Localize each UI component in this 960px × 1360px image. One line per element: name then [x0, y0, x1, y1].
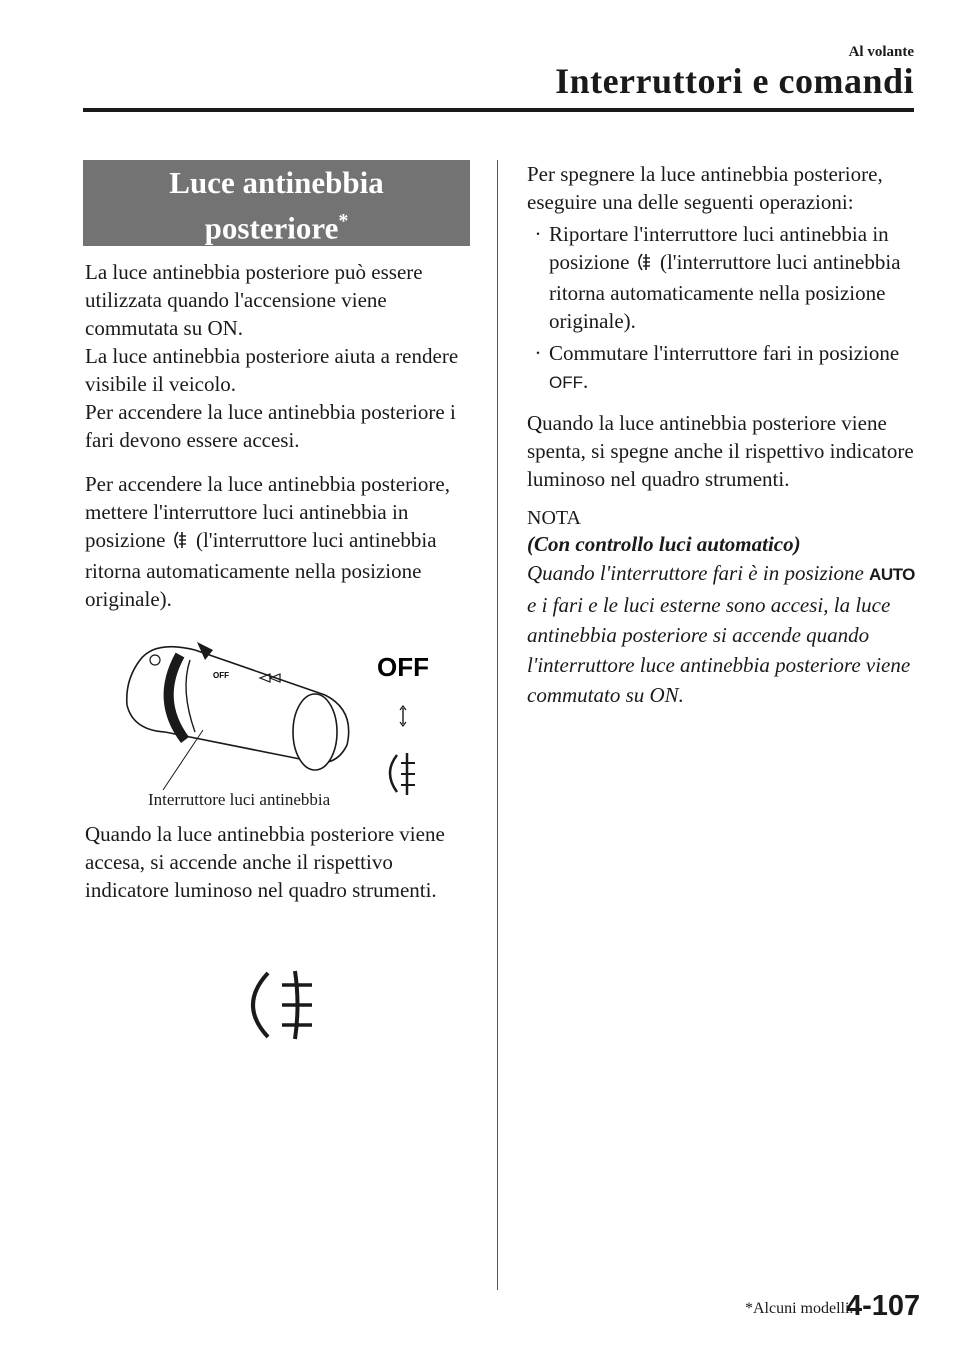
paragraph: La luce antinebbia posteriore può essere utilizzata quando l'accensione viene commutata su ON. — [85, 260, 423, 340]
list-item-text-a: Riportare l'interruttore luci antinebbia in posizione — [549, 222, 889, 274]
left-column — [85, 258, 480, 613]
list-item-text — [549, 339, 919, 397]
auto-label: AUTO — [869, 565, 915, 584]
list-item-text — [549, 220, 919, 335]
paragraph: Quando la luce antinebbia posteriore viene spenta, si spegne anche il rispettivo indicatore luminoso nel quadro strumenti. — [527, 411, 914, 491]
rear-fog-icon — [171, 529, 191, 557]
page-number: 4-107 — [846, 1290, 921, 1322]
bullet-dot: · — [534, 222, 542, 246]
left-column-lower — [85, 820, 480, 904]
footer-note: *Alcuni modelli. — [745, 1300, 854, 1317]
paragraph: Per spegnere la luce antinebbia posteriore, eseguire una delle seguenti operazioni: — [527, 162, 883, 214]
asterisk-mark: * — [338, 210, 349, 232]
list-item-text-a: Commutare l'interruttore fari in posizione — [549, 341, 900, 365]
section-title-line2-text: posteriore — [204, 210, 339, 246]
section-title-box — [83, 160, 470, 246]
list-item — [527, 220, 919, 335]
note-body — [527, 558, 919, 710]
list-item-text-end: . — [583, 369, 589, 393]
header-section: Al volante — [848, 44, 914, 60]
paragraph-fog-on — [85, 470, 480, 613]
right-column — [527, 160, 919, 710]
note-subheading: (Con controllo luci automatico) — [527, 532, 801, 556]
paragraph: La luce antinebbia posteriore aiuta a rendere visibile il veicolo. — [85, 344, 459, 396]
header-rule — [83, 108, 914, 112]
header-title: Interruttori e comandi — [555, 61, 914, 101]
paragraph: Per accendere la luce antinebbia posteriore i fari devono essere accesi. — [85, 400, 456, 452]
list-item — [527, 339, 919, 397]
paragraph-text: (l'interruttore luci antinebbia ritorna automaticamente nella posizione originale). — [85, 528, 437, 611]
column-divider — [497, 160, 498, 1290]
bullet-dot: · — [534, 341, 542, 365]
section-title-line2 — [83, 202, 470, 247]
figure-off-label: OFF — [377, 652, 429, 682]
paragraph-text: Per accendere la luce antinebbia posteriore, mettere l'interruttore luci antinebbia in posizione — [85, 472, 450, 552]
list-item-text-b: (l'interruttore luci antinebbia ritorna automaticamente nella posizione originale). — [549, 250, 901, 333]
note-text-a: Quando l'interruttore fari è in posizione — [527, 561, 864, 585]
fog-position-icon — [390, 753, 415, 795]
figure-caption: Interruttore luci antinebbia — [148, 790, 331, 809]
note-text-b: e i fari e le luci esterne sono accesi, la luce antinebbia posteriore si accende quando l'interruttore luce antinebbia posteriore viene commutato su ON. — [527, 593, 911, 707]
paragraph: Quando la luce antinebbia posteriore viene accesa, si accende anche il rispettivo indicatore luminoso nel quadro strumenti. — [85, 822, 445, 902]
rear-fog-indicator-icon — [230, 965, 330, 1050]
rear-fog-icon — [635, 251, 655, 279]
lever-off-mark: OFF — [213, 671, 229, 680]
note-heading: NOTA — [527, 507, 581, 529]
section-title-line1: Luce antinebbia — [169, 165, 384, 200]
off-label: OFF — [549, 373, 583, 392]
